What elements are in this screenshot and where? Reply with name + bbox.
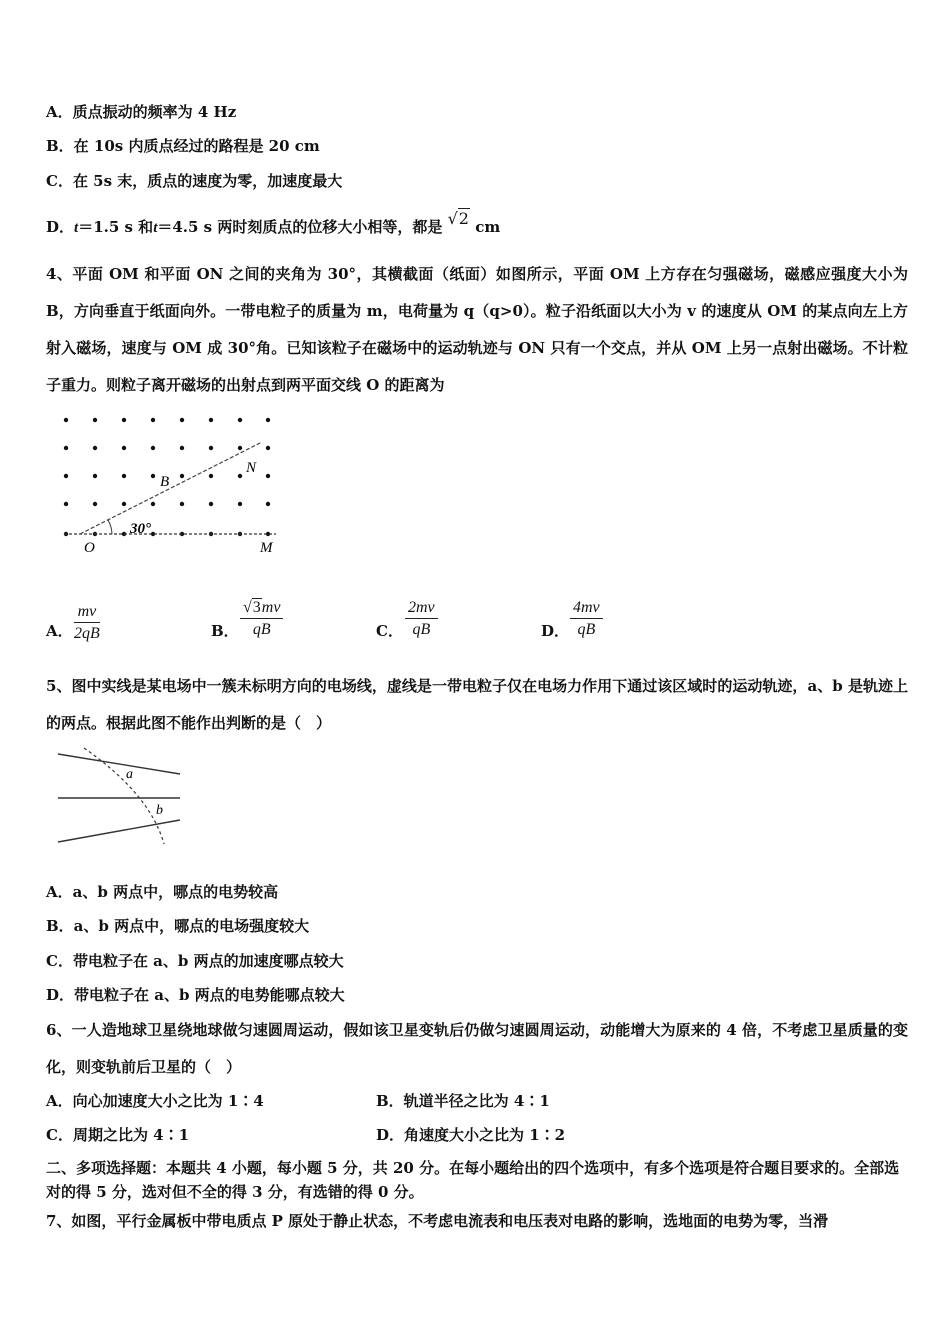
q4-option-d-fraction — [570, 598, 603, 641]
angle-arc — [108, 520, 112, 534]
field-line-bottom — [58, 820, 180, 842]
q3-option-c: C．在 5s 末，质点的速度为零，加速度最大 — [46, 172, 343, 190]
section-2-heading: 二、多项选择题：本题共 4 小题，每小题 5 分，共 20 分。在每小题给出的四个选项中，有多个选项是符合题目要求的。全部选对的得 5 分，选对但不全的得 3 分，有选错的得 0 分。 — [46, 1159, 900, 1201]
q3-option-d-text2: ＝4.5 s 两时刻质点的位移大小相等，都是 — [157, 218, 443, 236]
field-dot — [64, 474, 68, 478]
field-dot — [266, 502, 270, 506]
q3-option-b: B．在 10s 内质点经过的路程是 20 cm — [46, 137, 320, 155]
q4-option-b-fraction — [240, 598, 283, 641]
q7-stem: 7、如图，平行金属板中带电质点 P 原处于静止状态，不考虑电流表和电压表对电路的影响，选地面的电势为零，当滑 — [46, 1212, 829, 1230]
q5-option-d: D．带电粒子在 a、b 两点的电势能哪点较大 — [46, 986, 345, 1004]
q6-option-b: B．轨道半径之比为 4∶1 — [376, 1092, 550, 1110]
field-dot — [151, 474, 155, 478]
label-b: b — [156, 803, 163, 818]
field-dot — [122, 418, 126, 422]
q3-option-d-text1: ＝1.5 s 和 — [78, 218, 154, 236]
sqrt-two: √2 — [447, 209, 469, 228]
fraction-numerator: 2mv — [405, 598, 438, 619]
label-n: N — [246, 460, 257, 476]
plane-on-line — [80, 442, 262, 534]
q5-option-c: C．带电粒子在 a、b 两点的加速度哪点较大 — [46, 952, 344, 970]
q4-stem: 4、平面 OM 和平面 ON 之间的夹角为 30°，其横截面（纸面）如图所示，平面 OM 上方存在匀强磁场，磁感应强度大小为 B，方向垂直于纸面向外。一带电粒子的质量为 m，电荷量为 q（q>0）。粒子沿纸面以大小为 v 的速度从 OM 的某点向左上方射入磁场，速度与 OM 成 30°角。已知该粒子在磁场中的运动轨迹与 ON 只有一个交点，并从 OM 上另一点射出磁场。不计粒子重力。则粒子离开磁场的出射点到两平面交线 O 的距离为 — [46, 265, 908, 394]
q4-option-d-label: D． — [541, 622, 570, 640]
field-dot — [151, 502, 155, 506]
var-t: t — [74, 220, 79, 236]
field-dot — [238, 474, 242, 478]
q4-option-c-fraction — [405, 598, 438, 641]
q4-option-a-fraction — [74, 602, 100, 645]
sqrt-three: √3 — [243, 599, 261, 616]
q5-stem: 5、图中实线是某电场中一簇未标明方向的电场线，虚线是一带电粒子仅在电场力作用下通过该区域时的运动轨迹，a、b 是轨迹上的两点。根据此图不能作出判断的是（ ） — [46, 677, 908, 732]
q4-figure — [50, 408, 290, 558]
field-dot — [93, 446, 97, 450]
q3-option-d-label: D． — [46, 218, 75, 236]
q6-option-c: C．周期之比为 4∶1 — [46, 1126, 190, 1144]
q3-option-d-unit: cm — [475, 218, 501, 236]
field-dot — [93, 474, 97, 478]
field-dot — [122, 446, 126, 450]
field-dot — [209, 502, 213, 506]
field-dot — [64, 446, 68, 450]
fraction-numerator: 4mv — [570, 598, 603, 619]
field-dot — [64, 418, 68, 422]
field-dot — [93, 418, 97, 422]
q3-option-a: A．质点振动的频率为 4 Hz — [46, 103, 237, 121]
field-dot — [122, 474, 126, 478]
q4-option-c-label: C． — [376, 622, 403, 640]
q6-option-a: A．向心加速度大小之比为 1∶4 — [46, 1092, 264, 1110]
label-b: B — [160, 474, 170, 490]
field-dot — [266, 446, 270, 450]
var-t: t — [153, 220, 158, 236]
q4-option-b-label: B． — [211, 622, 239, 640]
q4-option-a-label: A． — [46, 622, 73, 640]
field-dot — [180, 474, 184, 478]
field-dot — [180, 446, 184, 450]
field-dot — [209, 418, 213, 422]
field-dot — [209, 446, 213, 450]
field-dot — [151, 418, 155, 422]
field-dot — [180, 418, 184, 422]
field-dot — [238, 446, 242, 450]
fraction-numerator: mv — [74, 602, 100, 623]
fraction-numerator: √3mv — [240, 598, 283, 619]
q6-option-d: D．角速度大小之比为 1∶2 — [376, 1126, 566, 1144]
label-o: O — [84, 540, 95, 556]
field-dot — [266, 418, 270, 422]
label-a: a — [126, 767, 133, 782]
field-line-top — [58, 754, 180, 774]
field-dot — [266, 474, 270, 478]
field-dot — [64, 502, 68, 506]
q6-stem: 6、一人造地球卫星绕地球做匀速圆周运动，假如该卫星变轨后仍做匀速圆周运动，动能增大为原来的 4 倍，不考虑卫星质量的变化，则变轨前后卫星的（ ） — [46, 1021, 908, 1076]
field-dot — [238, 502, 242, 506]
fraction-denominator: qB — [577, 621, 596, 638]
field-dot — [180, 502, 184, 506]
label-angle: 30° — [130, 521, 151, 537]
q5-option-a: A．a、b 两点中，哪点的电势较高 — [46, 883, 279, 901]
field-dot — [93, 502, 97, 506]
fraction-denominator: qB — [252, 621, 271, 638]
label-m: M — [260, 540, 273, 556]
field-dot — [122, 502, 126, 506]
field-dot — [151, 446, 155, 450]
q3-option-d — [46, 209, 501, 238]
field-dot — [238, 418, 242, 422]
fraction-denominator: 2qB — [74, 625, 100, 642]
fraction-denominator: qB — [412, 621, 431, 638]
q5-option-b: B．a、b 两点中，哪点的电场强度较大 — [46, 917, 310, 935]
q5-figure — [50, 744, 190, 848]
field-dot — [209, 474, 213, 478]
